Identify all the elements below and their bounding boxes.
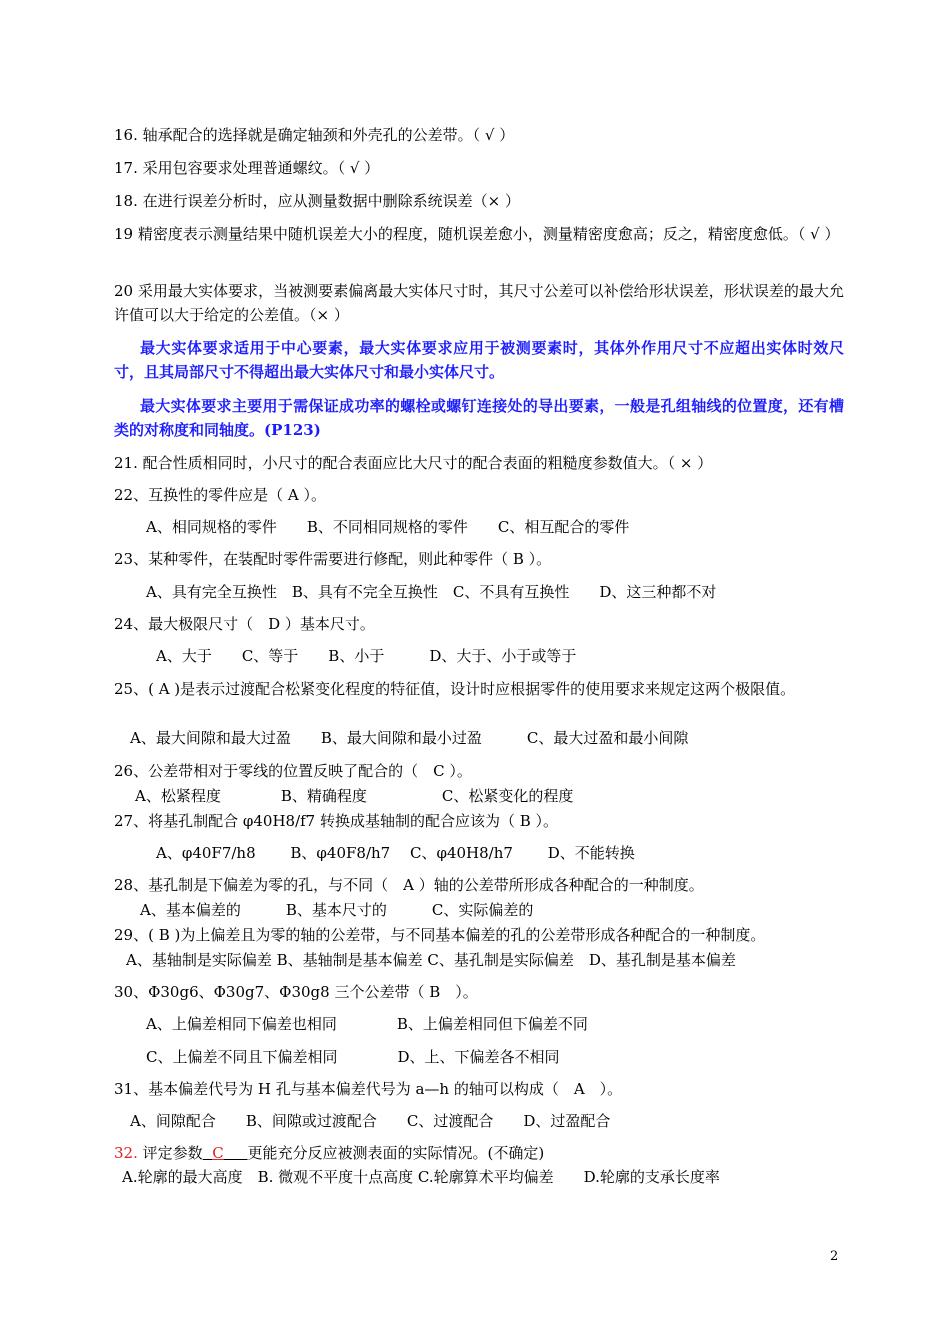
page-number: 2 xyxy=(830,1249,839,1264)
note-max-material-1: 最大实体要求适用于中心要素，最大实体要求应用于被测要素时，其体外作用尺寸不应超出实体时效尺寸，且其局部尺寸不得超出最大实体尺寸和最小实体尺寸。 xyxy=(114,339,844,381)
question-21: 21. 配合性质相同时，小尺寸的配合表面应比大尺寸的配合表面的粗糙度参数值大。（ × ） xyxy=(114,454,713,472)
question-17: 17. 采用包容要求处理普通螺纹。（ √ ） xyxy=(114,159,380,177)
question-19: 19 精密度表示测量结果中随机误差大小的程度，随机误差愈小，测量精密度愈高；反之，精密度愈低。（ √ ） xyxy=(114,225,840,243)
question-32-prefix: 评定参数 xyxy=(142,1144,203,1162)
question-24: 24、最大极限尺寸（ D ）基本尺寸。 xyxy=(114,615,375,633)
options-29: A、基轴制是实际偏差 B、基轴制是基本偏差 C、基孔制是实际偏差 D、基孔制是基本偏差 xyxy=(126,951,736,969)
question-26: 26、公差带相对于零线的位置反映了配合的（ C ）。 xyxy=(114,762,472,780)
question-32-answer: C xyxy=(212,1144,224,1162)
question-32-number: 32. xyxy=(114,1144,138,1162)
question-25: 25、( A )是表示过渡配合松紧变化程度的特征值，设计时应根据零件的使用要求来规定这两个极限值。 xyxy=(114,680,796,698)
question-32-blank-left xyxy=(203,1144,213,1162)
options-27: A、φ40F7/h8 B、φ40F8/h7 C、φ40H8/h7 D、不能转换 xyxy=(156,844,635,862)
question-32 xyxy=(114,1141,844,1165)
question-23: 23、某种零件，在装配时零件需要进行修配，则此种零件（ B ）。 xyxy=(114,550,552,568)
question-28: 28、基孔制是下偏差为零的孔，与不同（ A ）轴的公差带所形成各种配合的一种制度。 xyxy=(114,876,704,894)
question-20: 20 采用最大实体要求，当被测要素偏离最大实体尺寸时，其尺寸公差可以补偿给形状误差，形状误差的最大允许值可以大于给定的公差值。（× ） xyxy=(114,282,844,324)
question-18: 18. 在进行误差分析时，应从测量数据中删除系统误差（× ） xyxy=(114,192,520,210)
options-28: A、基本偏差的 B、基本尺寸的 C、实际偏差的 xyxy=(140,901,534,919)
options-24: A、大于 C、等于 B、小于 D、大于、小于或等于 xyxy=(156,647,577,665)
options-23: A、具有完全互换性 B、具有不完全互换性 C、不具有互换性 D、这三种都不对 xyxy=(146,583,717,601)
options-22: A、相同规格的零件 B、不同相同规格的零件 C、相互配合的零件 xyxy=(146,518,630,536)
options-32: A.轮廓的最大高度 B. 微观不平度十点高度 C.轮廓算术平均偏差 D.轮廓的支承长度率 xyxy=(122,1168,720,1186)
question-30: 30、Φ30g6、Φ30g7、Φ30g8 三个公差带（ B ）。 xyxy=(114,983,478,1001)
options-25: A、最大间隙和最大过盈 B、最大间隙和最小过盈 C、最大过盈和最小间隙 xyxy=(130,729,689,747)
question-29: 29、( B )为上偏差且为零的轴的公差带，与不同基本偏差的孔的公差带形成各种配合的一种制度。 xyxy=(114,926,766,944)
options-31: A、间隙配合 B、间隙或过渡配合 C、过渡配合 D、过盈配合 xyxy=(130,1112,611,1130)
question-22: 22、互换性的零件应是（ A ）。 xyxy=(114,486,326,504)
options-30-ab: A、上偏差相同下偏差也相同 B、上偏差相同但下偏差不同 xyxy=(146,1015,588,1033)
question-31: 31、基本偏差代号为 H 孔与基本偏差代号为 a—h 的轴可以构成（ A ）。 xyxy=(114,1080,623,1098)
question-27: 27、将基孔制配合 φ40H8/f7 转换成基轴制的配合应该为（ B ）。 xyxy=(114,812,559,830)
options-30-cd: C、上偏差不同且下偏差相同 D、上、下偏差各不相同 xyxy=(146,1048,560,1066)
question-32-blank-right xyxy=(224,1144,248,1162)
options-26: A、松紧程度 B、精确程度 C、松紧变化的程度 xyxy=(135,787,574,805)
question-32-suffix: 更能充分反应被测表面的实际情况。(不确定) xyxy=(247,1144,545,1162)
question-16: 16. 轴承配合的选择就是确定轴颈和外壳孔的公差带。（ √ ） xyxy=(114,126,515,144)
note-max-material-2: 最大实体要求主要用于需保证成功率的螺栓或螺钉连接处的导出要素，一般是孔组轴线的位置度，还有槽类的对称度和同轴度。(P123) xyxy=(114,397,844,439)
